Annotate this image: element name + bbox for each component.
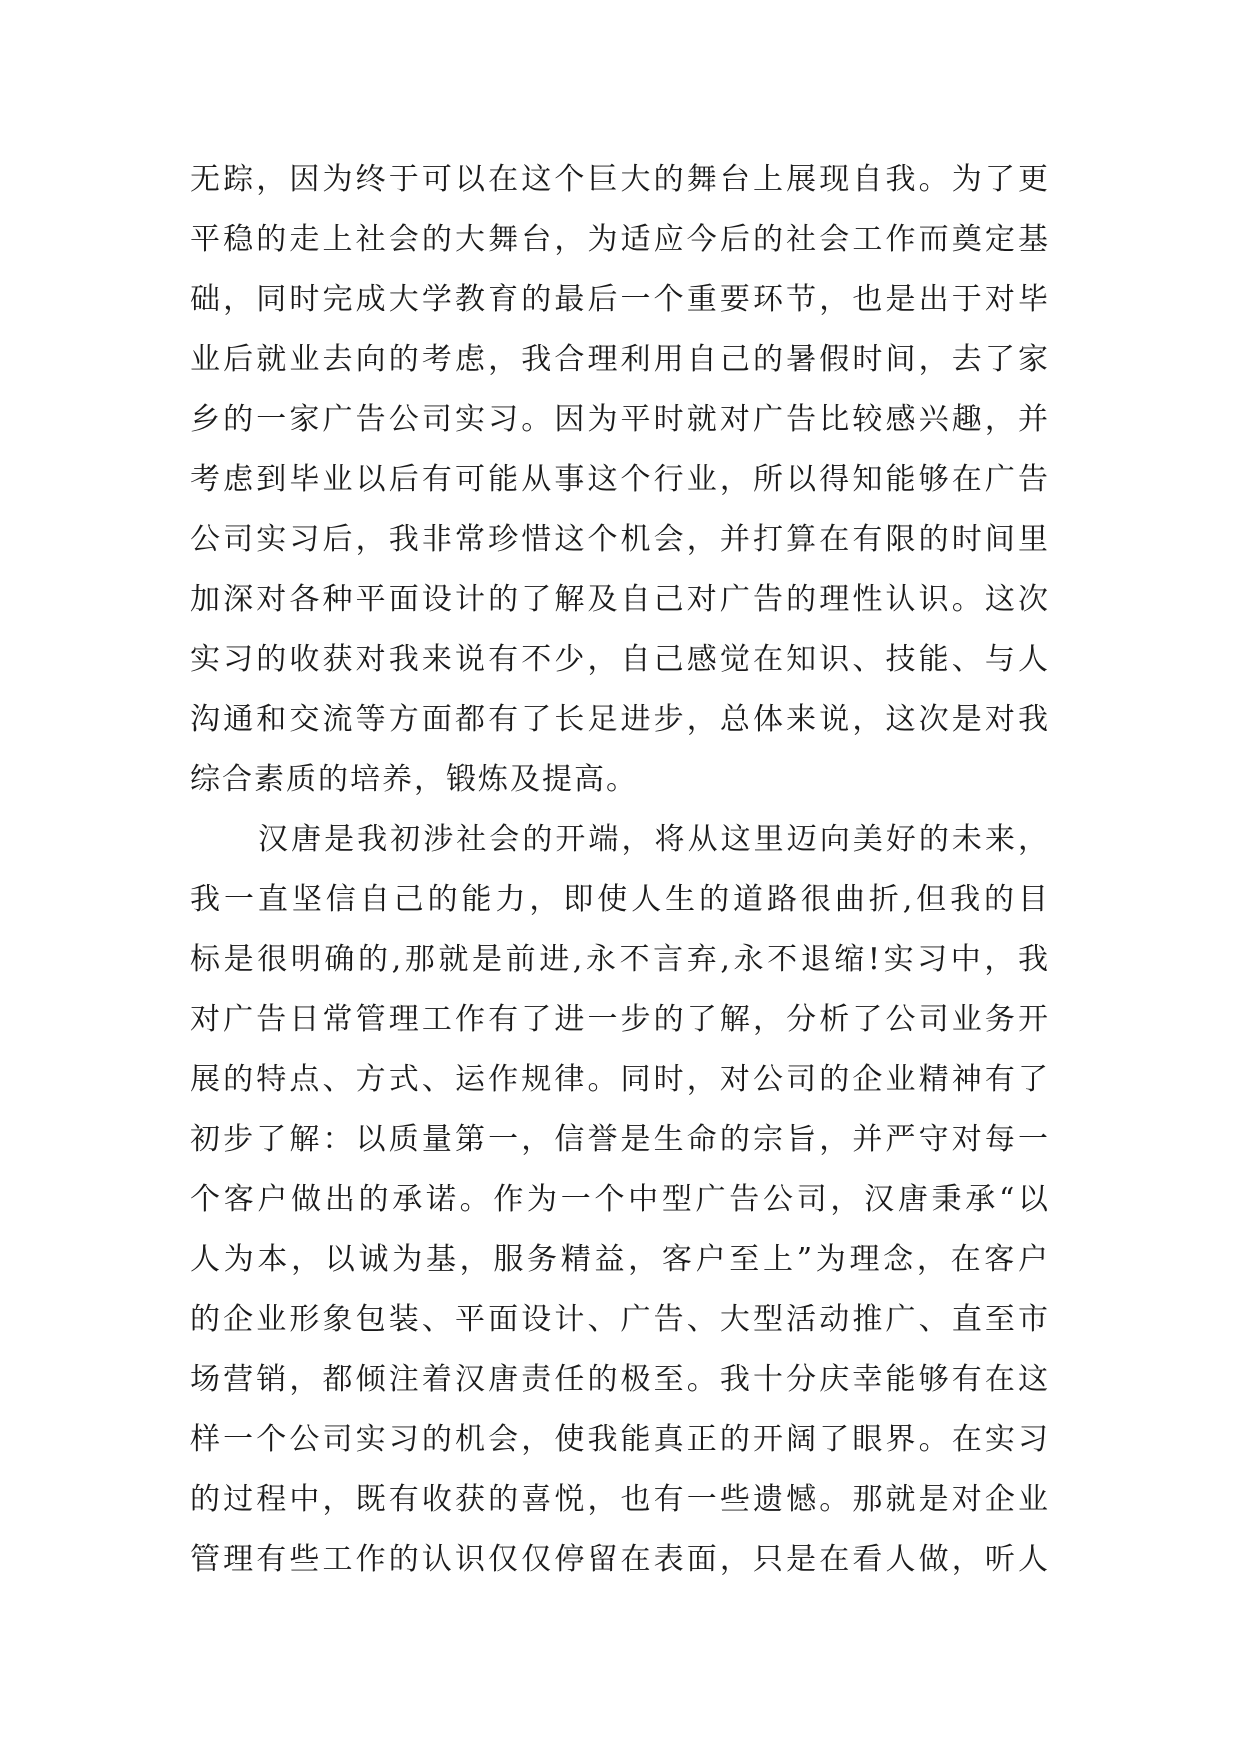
- paragraph-line: 初步了解：以质量第一，信誉是生命的宗旨，并严守对每一: [190, 1122, 1050, 1157]
- paragraph-line: 场营销，都倾注着汉唐责任的极至。我十分庆幸能够有在这: [190, 1362, 1050, 1397]
- paragraph-1: [190, 150, 1050, 810]
- paragraph-line: 的企业形象包装、平面设计、广告、大型活动推广、直至市: [190, 1302, 1050, 1337]
- paragraph-line: 业后就业去向的考虑，我合理利用自己的暑假时间，去了家: [190, 342, 1050, 377]
- paragraph-line: 乡的一家广告公司实习。因为平时就对广告比较感兴趣，并: [190, 402, 1050, 437]
- paragraph-line: 平稳的走上社会的大舞台，为适应今后的社会工作而奠定基: [190, 222, 1050, 257]
- paragraph-line: 无踪，因为终于可以在这个巨大的舞台上展现自我。为了更: [190, 162, 1050, 197]
- paragraph-line: 汉唐是我初涉社会的开端，将从这里迈向美好的未来，: [258, 822, 1050, 857]
- paragraph-line: 沟通和交流等方面都有了长足进步，总体来说，这次是对我: [190, 702, 1050, 737]
- paragraph-line: 展的特点、方式、运作规律。同时，对公司的企业精神有了: [190, 1062, 1050, 1097]
- paragraph-line: 人为本，以诚为基，服务精益，客户至上”为理念，在客户: [190, 1242, 1050, 1277]
- paragraph-line: 管理有些工作的认识仅仅停留在表面，只是在看人做，听人: [190, 1542, 1050, 1577]
- paragraph-line: 实习的收获对我来说有不少，自己感觉在知识、技能、与人: [190, 642, 1050, 677]
- paragraph-line: 公司实习后，我非常珍惜这个机会，并打算在有限的时间里: [190, 522, 1050, 557]
- paragraph-line: 加深对各种平面设计的了解及自己对广告的理性认识。这次: [190, 582, 1050, 617]
- paragraph-line: 综合素质的培养，锻炼及提高。: [190, 762, 638, 797]
- paragraph-line: 础，同时完成大学教育的最后一个重要环节，也是出于对毕: [190, 282, 1050, 317]
- paragraph-line: 标是很明确的,那就是前进,永不言弃,永不退缩!实习中，我: [190, 942, 1050, 977]
- paragraph-line: 样一个公司实习的机会，使我能真正的开阔了眼界。在实习: [190, 1422, 1050, 1457]
- paragraph-line: 的过程中，既有收获的喜悦，也有一些遗憾。那就是对企业: [190, 1482, 1050, 1517]
- paragraph-line: 个客户做出的承诺。作为一个中型广告公司，汉唐秉承“以: [190, 1182, 1050, 1217]
- body-text: [190, 150, 1050, 1590]
- paragraph-line: 我一直坚信自己的能力，即使人生的道路很曲折,但我的目: [190, 882, 1050, 917]
- paragraph-line: 考虑到毕业以后有可能从事这个行业，所以得知能够在广告: [190, 462, 1050, 497]
- paragraph-2: [190, 810, 1050, 1590]
- paragraph-line: 对广告日常管理工作有了进一步的了解，分析了公司业务开: [190, 1002, 1050, 1037]
